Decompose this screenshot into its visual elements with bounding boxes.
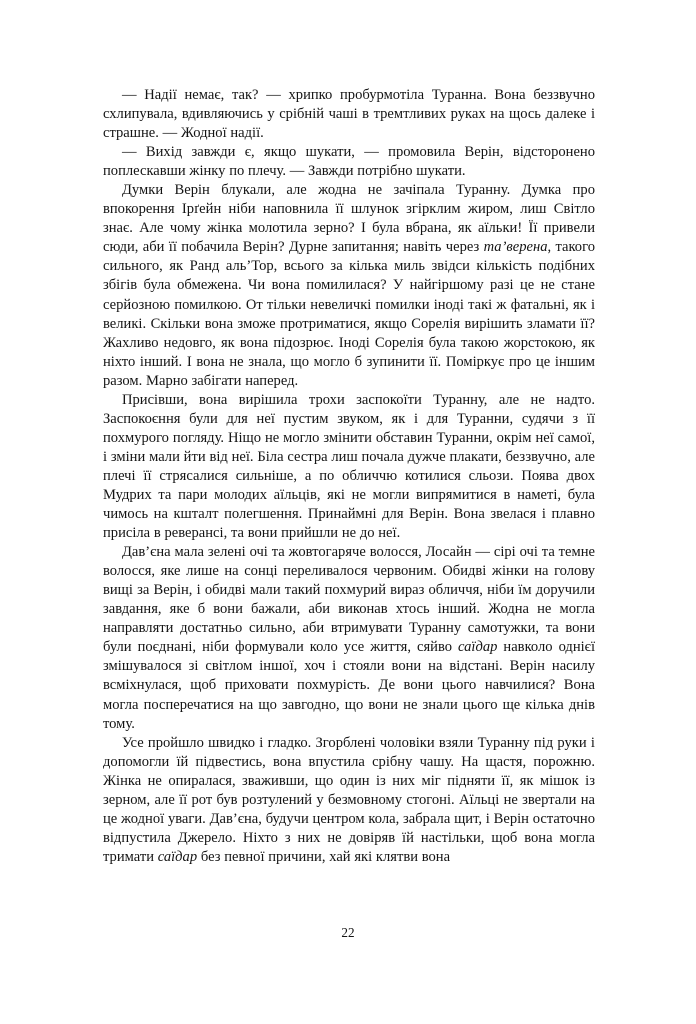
text-run: Усе пройшло швидко і гладко. Згорблені чоловіки взяли Туранну під руки і допомогли їй підвестись, вона впустила срібну чашу. На щастя, порожню. Жінка не опиралася, зваживши, що один із них міг підняти її, як мішок із зерном, але її рот був розтулений у безмовному стогоні. Аїльці не звертали на це жодної уваги. Дав’єна, будучи центром кола, забрала щит, і Верін остаточно відпустила Джерело. Ніхто з них не довіряв їй настільки, щоб вона могла тримати	[103, 734, 595, 865]
text-run: навколо однієї змішувалося зі світлом іншої, хоч і стояли вони на відстані. Верін насилу всміхнулася, щоб приховати похмурість. Де вони цього навчилися? Вона могла посперечатися на що завгодно, що вони не знали цього ще кілька днів тому.	[103, 639, 595, 732]
paragraph	[103, 734, 595, 867]
paragraph	[103, 143, 595, 181]
paragraph	[103, 391, 595, 543]
text-run: Дав’єна мала зелені очі та жовтогаряче волосся, Лосайн — сірі очі та темне волосся, яке лише на сонці переливалося червоним. Обидві жінки на голову вищі за Верін, і обидві мали такий похмурий вираз обличчя, ніби їм доручили завдання, яке б вони бажали, аби виконав хтось інший. Жодна не могла направляти достатньо сильно, аби втримувати Туранну самотужки, та вони були поєднані, ніби формували коло усе життя, сяйво	[103, 544, 595, 656]
paragraph	[103, 543, 595, 733]
page-number: 22	[341, 925, 355, 940]
italic-term: та’верена	[483, 239, 548, 256]
italic-term: саїдар	[458, 639, 498, 656]
paragraph	[103, 86, 595, 143]
italic-term: саїдар	[157, 848, 198, 865]
text-run: , такого сильного, як Ранд аль’Тор, всього за кілька миль звідси кількість подібних збігів була обмежена. Чи вона помилилася? У найгіршому разі це не стане серйозною помилкою. От тільки невеличкі помилки іноді такі ж фатальні, як і великі. Скільки вона зможе протриматися, якщо Сорелія вирішить зламати її? Жахливо недовго, як вона підозрює. Іноді Сорелія була такою жорстокою, як ніхто інший. І вона не знала, що могло б зупинити її. Поміркує про це іншим разом. Марно забігати наперед.	[103, 239, 595, 389]
text-run: Присівши, вона вирішила трохи заспокоїти Туранну, але не надто. Заспокоєння були для неї пустим звуком, як і для Туранни, судячи з її похмурого погляду. Ніщо не могло змінити обставин Туранни, окрім неї самої, і зміни мали йти від неї. Біла сестра лиш почала дужче плакати, беззвучно, але плечі її стрясалися сильніше, а по обличчю котилися сльози. Поява двох Мудрих та пари молодих аїльців, які не могли випрямитися в наметі, була чимось на кшталт полегшення. Принаймні для Верін. Вона звелася і плавно присіла в реверансі, та вони прийшли не до неї.	[103, 391, 595, 542]
text-run: Думки Верін блукали, але жодна не зачіпала Туранну. Думка про впокорення Ірґейн ніби наповнила її шлунок згірклим жиром, лиш Світло знає. Але чому жінка молотила зерно? І була вбрана, як аїльки! Її привели сюди, аби її побачила Верін? Дурне запитання; навіть через	[103, 182, 595, 256]
paragraph	[103, 181, 595, 391]
page-text-block	[103, 86, 595, 867]
text-run: — Вихід завжди є, якщо шукати, — промовила Верін, відсторонено поплескавши жінку по плечу. — Завжди потрібно шукати.	[103, 144, 595, 180]
text-run: — Надії немає, так? — хрипко пробурмотіла Туранна. Вона беззвучно схлипувала, вдивляючись у срібній чаші в тремтливих руках на щось далеке і страшне. — Жодної надії.	[103, 87, 595, 142]
text-run: без певної причини, хай які клятви вона	[197, 848, 451, 865]
